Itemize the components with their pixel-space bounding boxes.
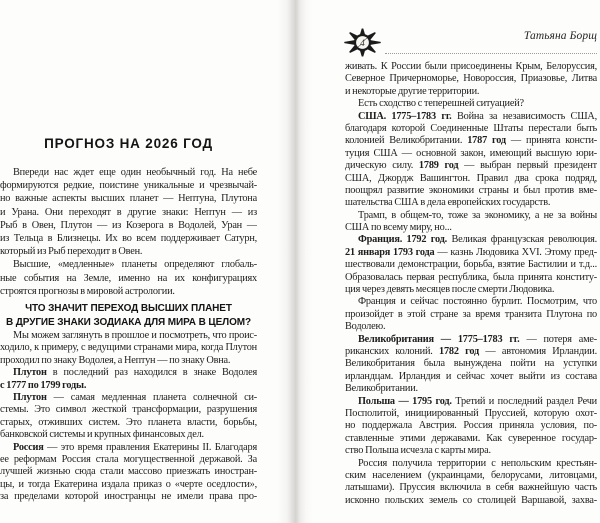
- text-line: с 1777 по 1799 годы.: [0, 379, 87, 391]
- paragraph: [345, 334, 597, 396]
- paragraph: [0, 367, 257, 392]
- text-line: Есть сходство с теперешней ситуацией?: [358, 98, 524, 110]
- text-line: цы, и тогда Екатерина издала приказ о «черте оседлости»,: [0, 478, 257, 490]
- paragraph: [0, 330, 257, 367]
- section-title-line: В ДРУГИЕ ЗНАКИ ЗОДИАКА ДЛЯ МИРА В ЦЕЛОМ?: [5, 317, 251, 328]
- text-line: но важные аспекты высших планет — Нептуна, Плутона: [0, 193, 257, 205]
- text-line: Великобритании.: [345, 383, 418, 395]
- text-line: поощрял развитие экономики страны и был против вме-: [345, 184, 597, 196]
- text-line: Россия получила территории с непольским крестьян-: [358, 457, 597, 469]
- right-page: [345, 0, 597, 523]
- text-line: 21 января 1793 года — казнь Людовика XVI. Этому пред-: [345, 246, 597, 258]
- text-line: ским населением (украинцами, белорусами, литовцами,: [345, 469, 597, 481]
- running-header: [345, 0, 597, 58]
- text-line: и некоторые другие территории.: [345, 85, 480, 97]
- text-line: шательства США в дела европейских государств.: [345, 197, 551, 209]
- text-line: ирландцам. Ирландия и сейчас хочет выйти из состава: [345, 370, 597, 382]
- right-page-paragraphs: [345, 61, 597, 507]
- text-line: Образовалась первая республика, была принята конститу-: [345, 271, 597, 283]
- section-title: [0, 302, 257, 330]
- text-line: банковской системы и крупных финансовых дел.: [0, 429, 204, 441]
- page-gutter-shadow: [277, 0, 313, 523]
- paragraph: [0, 166, 257, 258]
- text-line: ство Польша исчезла с карты мира.: [345, 445, 491, 457]
- text-line: исконно польских земель со столицей Варшавой, захва-: [345, 494, 597, 506]
- text-line: Великобритания — 1775–1783 гг. — потеря аме-: [358, 333, 597, 345]
- paragraph: [0, 258, 257, 298]
- text-line: Трамп, в общем-то, тоже за экономику, а не за войны: [358, 209, 597, 221]
- page-number: 4: [360, 37, 365, 48]
- paragraph: [345, 98, 597, 110]
- section-title-line: ЧТО ЗНАЧИТ ПЕРЕХОД ВЫСШИХ ПЛАНЕТ: [25, 303, 232, 314]
- text-line: Мы можем заглянуть в прошлое и посмотреть, что проис-: [13, 330, 257, 341]
- text-line: формируются редкие, поистине уникальные и чрезвычай-: [0, 180, 257, 192]
- text-line: туция США — основной закон, имеющий высшую юри-: [345, 147, 597, 159]
- text-line: Плутон в последний раз находился в знаке Водолея: [13, 367, 257, 379]
- text-line: стемы. Это символ жесткой трансформации, разрушения: [0, 404, 257, 416]
- text-line: но поддержала Австрия. Россия приняла условия, по-: [345, 420, 597, 432]
- text-line: Польша — 1795 год. Третий и последний раздел Речи: [358, 395, 597, 407]
- header-dotted-rule: [385, 53, 597, 54]
- text-line: ные события на Земле, именно на их конфигурациях: [0, 272, 257, 284]
- text-line: строятся прогнозы в мировой астрологии.: [0, 285, 175, 297]
- text-line: латышами). Пруссия включила в себя важнейшую часть: [345, 482, 597, 494]
- left-page: [0, 0, 257, 523]
- paragraph: [0, 442, 257, 504]
- text-line: Посполитой, инициированный Пруссией, которую охот-: [345, 407, 597, 419]
- paragraph: [345, 296, 597, 333]
- text-line: из Тельца в Близнецы. Их во всем поддерживает Сатурн,: [0, 232, 257, 244]
- text-line: проходил по знаку Водолея, а Нептун — по знаку Овна.: [0, 354, 231, 366]
- left-page-paragraphs-bottom: [0, 330, 257, 503]
- chapter-title: ПРОГНОЗ НА 2026 ГОД: [44, 136, 213, 151]
- left-page-paragraphs-top: [0, 166, 257, 298]
- text-line: США, Джордж Вашингтон. Правил два срока подряд,: [345, 172, 597, 184]
- text-line: ция через девять месяцев после смерти Людовика.: [345, 284, 555, 296]
- text-line: США по всему миру, но...: [345, 222, 452, 234]
- paragraph: [345, 234, 597, 296]
- text-line: риканских колоний. 1782 год — автономия Ирландии.: [345, 345, 597, 357]
- text-line: дическую силу. 1789 год — выбран первый президент: [345, 160, 597, 172]
- paragraph: [345, 458, 597, 508]
- text-line: Высшие, «медленные» планеты определяют глобаль-: [13, 259, 257, 271]
- paragraph: [345, 396, 597, 458]
- text-line: живать. К России были присоединены Крым, Белоруссия,: [345, 61, 597, 72]
- text-line: Россия — это время правления Екатерины II. Благодаря: [13, 441, 257, 453]
- text-line: шествовали демонстрации, борьба, взятие Бастилии и т.д...: [345, 259, 597, 271]
- text-line: Водолею.: [345, 321, 386, 333]
- text-line: произойдет в этой стране за время транзита Плутона по: [345, 308, 597, 320]
- text-line: ее реформам Россия стала могущественной державой. За: [0, 453, 257, 465]
- text-line: Впереди нас ждет еще один необычный год. На небе: [13, 167, 257, 178]
- text-line: и Урана. Они переходят в другие знаки: Нептун — из: [0, 206, 257, 218]
- text-line: ходило, к примеру, с ведущими странами мира, когда Плутон: [0, 342, 257, 354]
- text-line: Рыб в Овен, Плутон — из Козерога в Водолей, Уран —: [0, 219, 257, 231]
- paragraph: [345, 111, 597, 210]
- text-line: старых, отживших систем. Это планета власти, борьбы,: [0, 416, 257, 428]
- text-line: Северное Причерноморье, Новороссия, Приазовье, Литва: [345, 73, 597, 85]
- text-line: колонией Великобритании. 1787 год — принята консти-: [345, 135, 597, 147]
- text-line: Франция и сейчас постоянно бурлит. Посмотрим, что: [358, 296, 597, 308]
- text-line: за пределами которой иностранцы не имели права про-: [0, 491, 257, 503]
- text-line: Плутон — самая медленная планета солнечной си-: [13, 391, 257, 403]
- text-line: ставленные этими державами. Как суверенное государ-: [345, 432, 597, 444]
- text-line: Франция. 1792 год. Великая французская революция.: [358, 234, 597, 246]
- text-line: благодаря которой Соединенные Штаты перестали быть: [345, 122, 597, 134]
- text-line: США. 1775–1783 гг. Война за независимость США,: [358, 110, 597, 122]
- text-line: который из Рыб переходит в Овен.: [0, 246, 143, 258]
- paragraph: [0, 392, 257, 442]
- sun-icon: [343, 27, 385, 58]
- paragraph: [345, 61, 597, 98]
- running-header-author: Татьяна Борщ: [523, 30, 597, 42]
- text-line: лучшей жизнью сюда стали массово приезжать иностран-: [0, 466, 257, 478]
- text-line: Великобритания была вынуждена пойти на уступки: [345, 358, 597, 370]
- paragraph: [345, 210, 597, 235]
